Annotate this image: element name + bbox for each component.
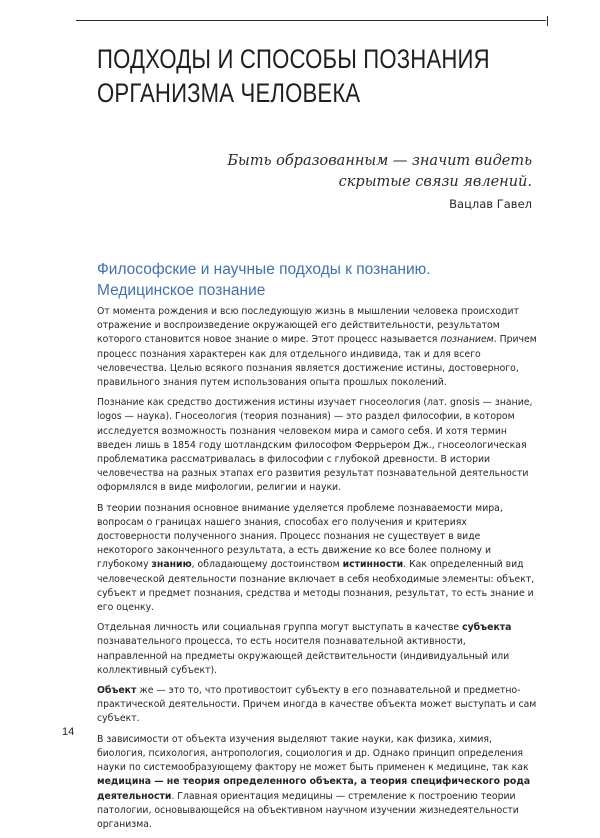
italic-term: познанием xyxy=(440,334,494,346)
text-run: , обладающему достоинством xyxy=(191,559,343,571)
paragraph xyxy=(97,621,537,678)
text-run: От момента рождения и всю последующую жизнь в мышлении человека происходит отражение и воспроизведение окружающей его действительности, результатом которого становится новое знание о мире. Этот процесс называется xyxy=(97,306,519,346)
text-run: В зависимости от объекта изучения выделяют такие науки, как физика, химия, биология, психология, антропология, социология и др. Однако принцип определения науки по системообразующему фактору не может быть применен к медицине, так как xyxy=(97,733,529,774)
text-run: же — это то, что противостоит субъекту в его познавательной и предметно-практической деятельности. Причем иногда в качестве объекта может выступать и сам субъект. xyxy=(97,685,537,725)
chapter-title-line2: ОРГАНИЗМА ЧЕЛОВЕКА xyxy=(97,78,361,108)
chapter-title-line1: ПОДХОДЫ И СПОСОБЫ ПОЗНАНИЯ xyxy=(97,44,490,74)
paragraph xyxy=(97,502,537,616)
text-run: В теории познания основное внимание уделяется проблеме познаваемости мира, вопросам о границах нашего знания, способах его получения и критериях достоверности полученного знания. Процесс познания не существует в виде некоторого законченного результата, а есть движение ко все более полному и глубокому xyxy=(97,502,503,571)
body-text xyxy=(97,305,537,838)
bold-term: субъекта xyxy=(462,622,512,634)
header-rule xyxy=(76,20,546,21)
text-run: . Главная ориентация медицины — стремление к построению теории патологии, основывающейся на объективном научном изучении жизнедеятельности организма. xyxy=(97,790,519,830)
text-run: . Как определенный вид человеческой деятельности познание включает в себя необходимые элементы: объект, субъект и предмет познания, средства и методы познания, результат, то есть знание и его оценку. xyxy=(97,559,535,614)
epigraph-author: Вацлав Гавел xyxy=(449,197,532,211)
bold-term: знанию xyxy=(151,559,192,571)
text-run: Отдельная личность или социальная группа могут выступать в качестве xyxy=(97,622,463,634)
section-title xyxy=(97,259,517,301)
header-rule-end xyxy=(547,16,548,26)
paragraph xyxy=(97,396,537,495)
paragraph xyxy=(97,733,537,832)
section-title-line2: Медицинское познание xyxy=(97,282,266,299)
epigraph-line1: Быть образованным — значит видеть xyxy=(227,153,532,169)
epigraph xyxy=(172,151,532,213)
epigraph-line2: скрытые связи явлений. xyxy=(338,174,532,190)
bold-term: медицина — не теория определенного объекта, а теория специфического рода деятельности xyxy=(97,776,531,802)
bold-term: Объект xyxy=(97,685,137,697)
paragraph xyxy=(97,305,537,390)
text-run: Познание как средство достижения истины изучает гносеология (лат. gnosis — знание, logos — наука). Гносеология (теория познания) — это раздел философии, в котором исследуется возможность познания человеком мира и самого себя. И хотя термин введен лишь в 1854 году шотландским философом Феррьером Дж., гносеологическая проблематика рассматривалась в философии с глубокой древности. В истории человечества на разных этапах его развития результат познавательной деятельности оформлялся в виде мифологии, религии и науки. xyxy=(97,397,533,494)
chapter-title xyxy=(97,42,490,110)
bold-term: истинности xyxy=(342,559,404,571)
text-run: познавательного процесса, то есть носителя познавательной активности, направленной на предметы окружающей действительности (индивидуальный или коллективный субъект). xyxy=(97,636,510,676)
page-number: 14 xyxy=(62,726,75,738)
section-title-line1: Философские и научные подходы к познанию. xyxy=(97,261,431,278)
paragraph xyxy=(97,684,537,727)
text-run: . Причем процесс познания характерен как для отдельного индивида, так и для всего человечества. Целью всякого познания является достижение истины, достоверного, правильного знания путем использования опыта прошлых поколений. xyxy=(97,334,537,389)
